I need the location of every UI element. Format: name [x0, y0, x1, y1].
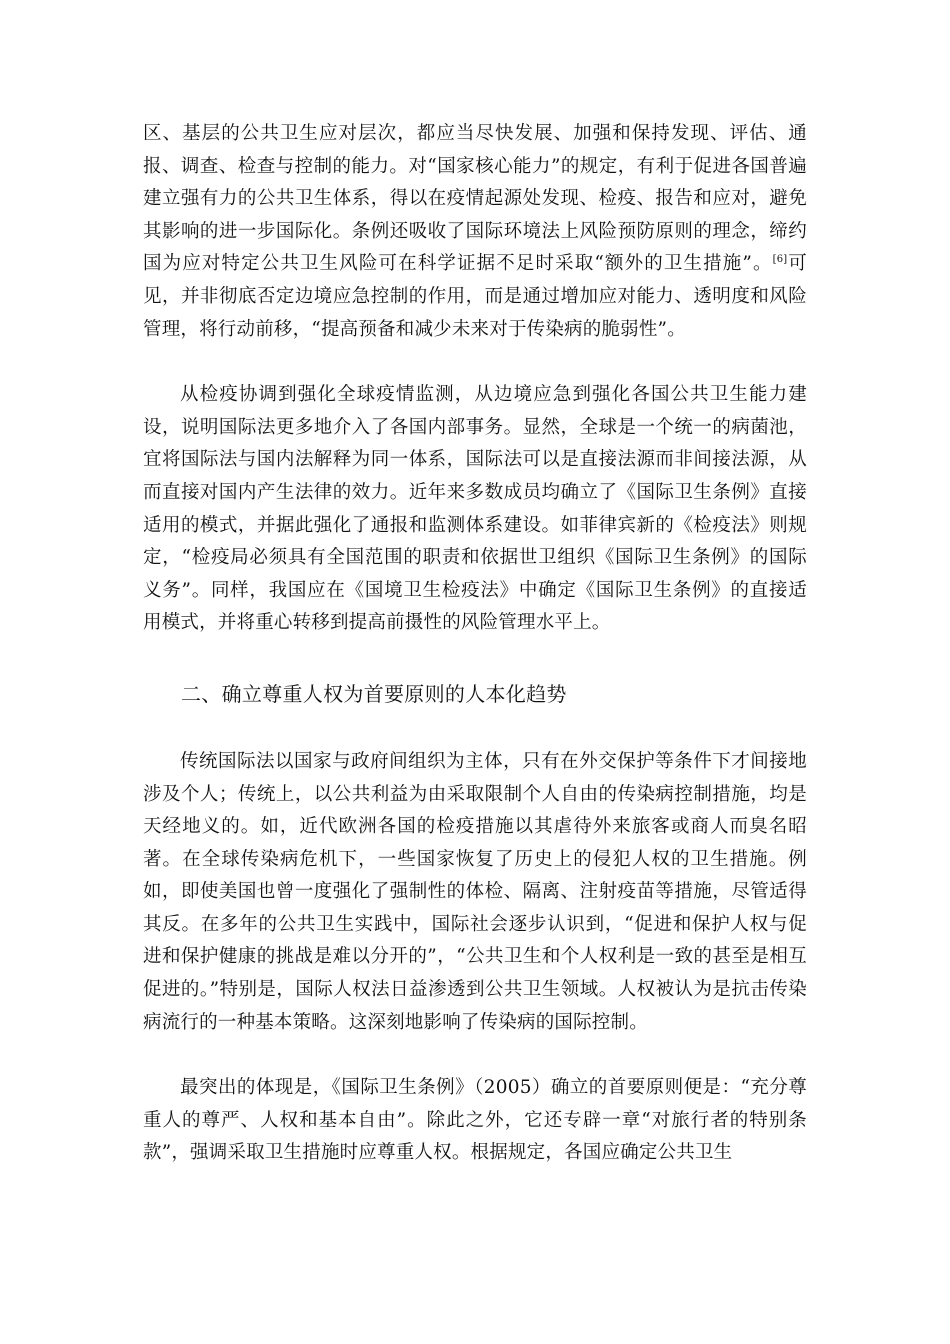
paragraph-gap [143, 712, 807, 746]
paragraph-2: 从检疫协调到强化全球疫情监测，从边境应急到强化各国公共卫生能力建设，说明国际法更多地介入了各国内部事务。显然，全球是一个统一的病菌池，宜将国际法与国内法解释为同一体系，国际法可以是直接法源而非间接法源，从而直接对国内产生法律的效力。近年来多数成员均确立了《国际卫生条例》直接适用的模式，并据此强化了通报和监测体系建设。如菲律宾新的《检疫法》则规定，“检疫局必须具有全国范围的职责和依据世卫组织《国际卫生条例》的国际义务”。同样，我国应在《国境卫生检疫法》中确定《国际卫生条例》的直接适用模式，并将重心转移到提高前摄性的风险管理水平上。 [143, 384, 807, 634]
document-page [143, 118, 807, 1170]
paragraph-1-text-a: 区、基层的公共卫生应对层次，都应当尽快发展、加强和保持发现、评估、通报、调查、检查与控制的能力。对“国家核心能力”的规定，有利于促进各国普遍建立强有力的公共卫生体系，得以在疫情起源处发现、检疫、报告和应对，避免其影响的进一步国际化。条例还吸收了国际环境法上风险预防原则的理念，缔约国为应对特定公共卫生风险可在科学证据不足时采取“额外的卫生措施”。 [143, 123, 807, 275]
paragraph-gap [143, 1039, 807, 1072]
paragraph-1 [143, 118, 807, 346]
paragraph-gap [143, 346, 807, 379]
paragraph-3: 传统国际法以国家与政府间组织为主体，只有在外交保护等条件下才间接地涉及个人；传统上，以公共利益为由采取限制个人自由的传染病控制措施，均是天经地义的。如，近代欧洲各国的检疫措施以其虐待外来旅客或商人而臭名昭著。在全球传染病危机下，一些国家恢复了历史上的侵犯人权的卫生措施。例如，即使美国也曾一度强化了强制性的体检、隔离、注射疫苗等措施，尽管适得其反。在多年的公共卫生实践中，国际社会逐步认识到，“促进和保护人权与促进和保护健康的挑战是难以分开的”，“公共卫生和个人权利是一致的甚至是相互促进的。”特别是，国际人权法日益渗透到公共卫生领域。人权被认为是抗击传染病流行的一种基本策略。这深刻地影响了传染病的国际控制。 [143, 750, 807, 1033]
citation-ref[interactable]: [6] [772, 254, 788, 266]
paragraph-4: 最突出的体现是，《国际卫生条例》（2005）确立的首要原则便是：“充分尊重人的尊严、人权和基本自由”。除此之外，它还专辟一章“对旅行者的特别条款”，强调采取卫生措施时应尊重人权。根据规定，各国应确定公共卫生 [143, 1077, 807, 1164]
section-heading: 二、确立尊重人权为首要原则的人本化趋势 [181, 681, 567, 706]
paragraph-gap [143, 640, 807, 676]
paragraph-1-text-b: 可见，并非彻底否定边境应急控制的作用，而是通过增加应对能力、透明度和风险管理，将行动前移，“提高预备和减少未来对于传染病的脆弱性”。 [143, 253, 807, 340]
